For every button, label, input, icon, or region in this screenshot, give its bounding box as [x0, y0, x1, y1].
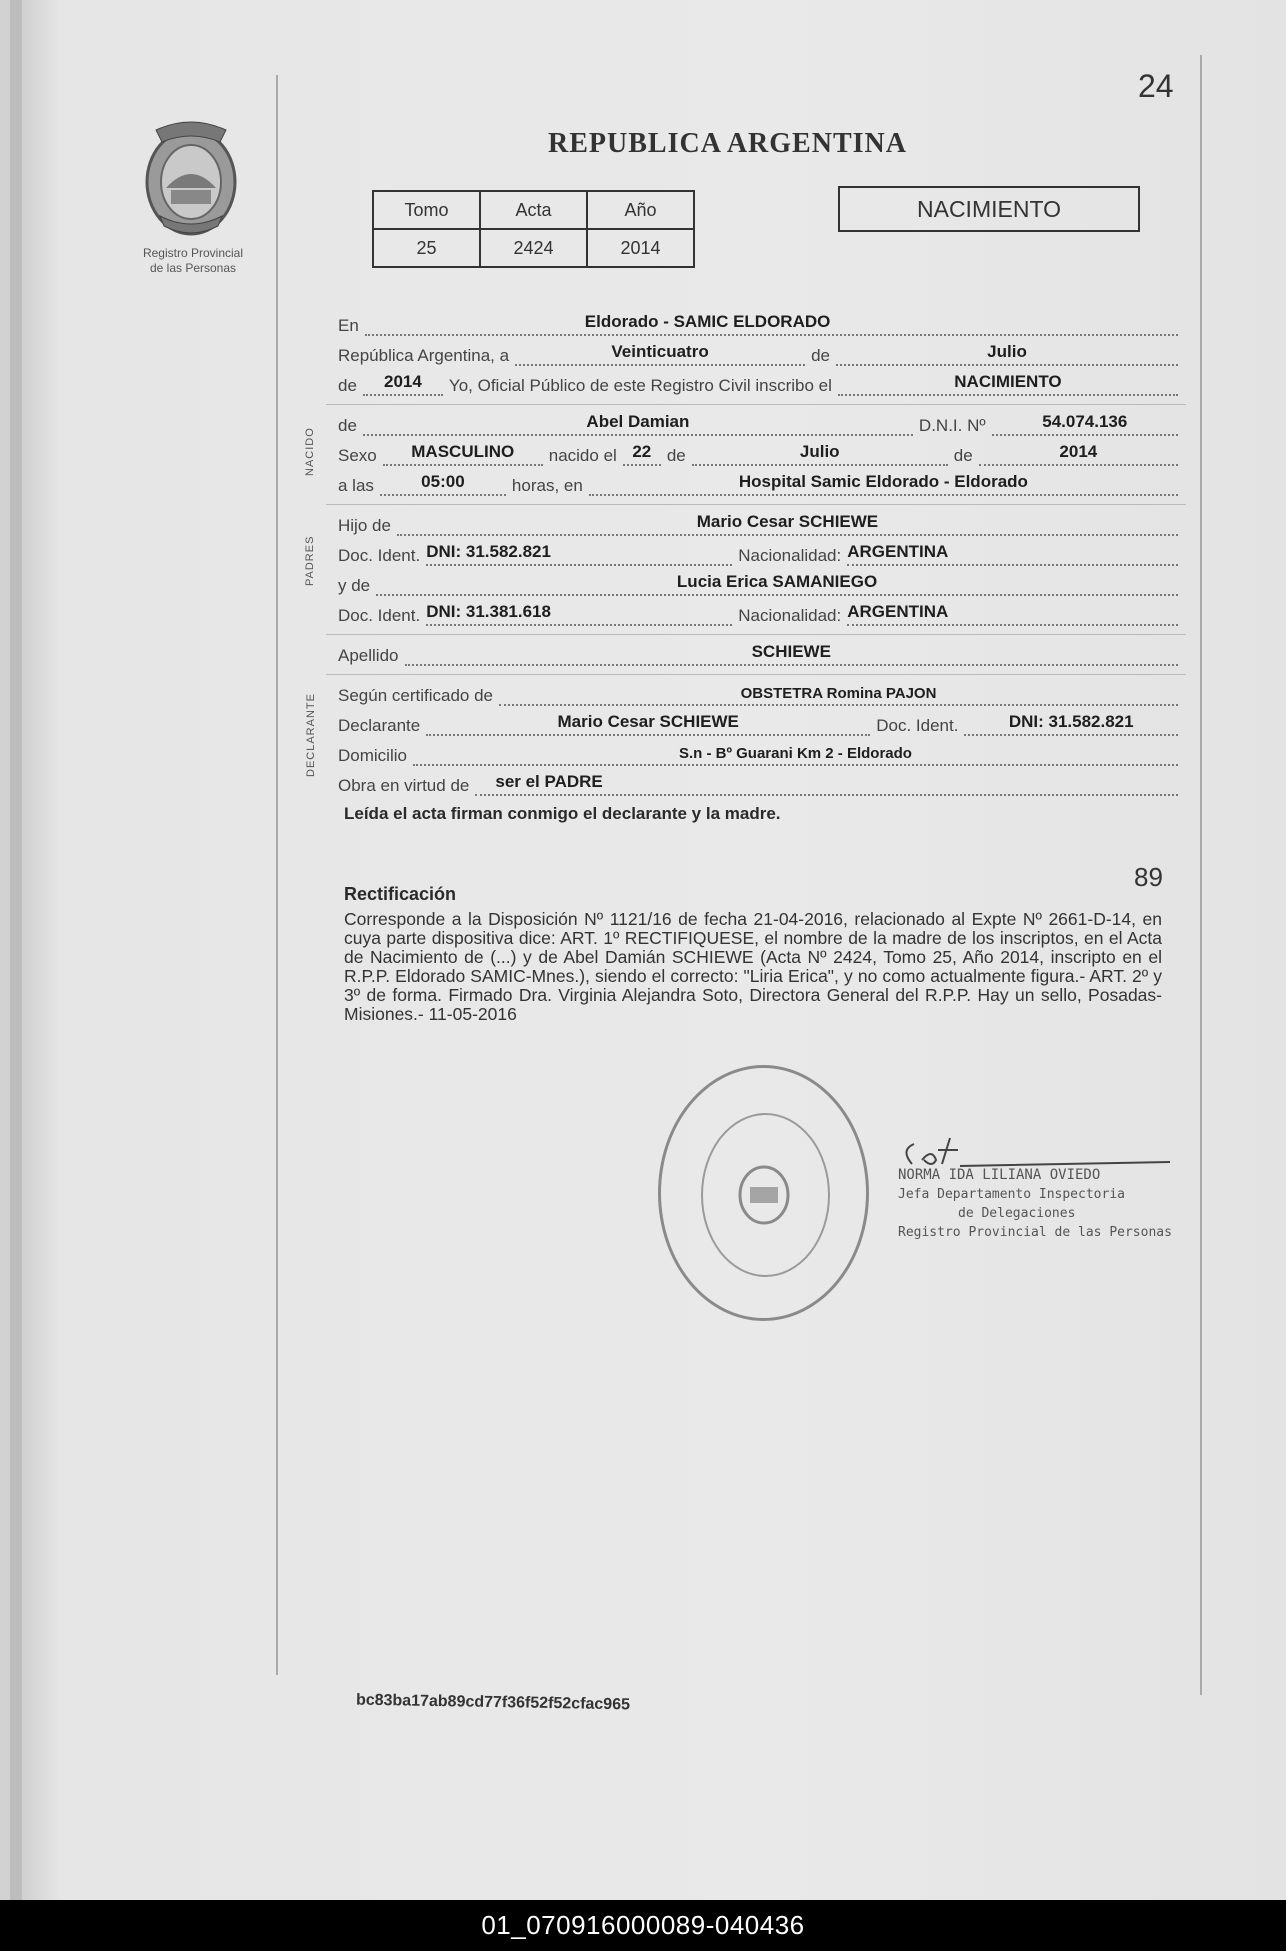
value-nac-dia: 22: [632, 442, 652, 461]
stamp-emblem: [736, 1163, 792, 1227]
field-dia: [515, 342, 805, 366]
left-margin-line: [276, 75, 278, 1675]
label-de2: de: [338, 376, 357, 395]
field-nombre: [363, 412, 913, 436]
row-madre-doc: [338, 602, 1184, 626]
signature-line4: Registro Provincial de las Personas: [898, 1225, 1172, 1240]
field-madre-doc: [426, 602, 732, 626]
field-certificado: [499, 685, 1178, 706]
field-nac-anio: [979, 442, 1178, 466]
field-hora: [380, 472, 506, 496]
side-label-padres: PADRES: [304, 535, 316, 586]
field-sexo: [383, 442, 543, 466]
row-inscribo: [338, 372, 1184, 396]
logo-caption-line2: de las Personas: [149, 261, 237, 275]
field-padre-doc: [426, 542, 732, 566]
value-tomo: 25: [373, 229, 480, 267]
registry-header-row: [373, 191, 694, 229]
right-margin-line: [1200, 55, 1202, 1695]
value-nombre: Abel Damian: [586, 412, 690, 431]
signature-block: [898, 1166, 1172, 1242]
label-docident-madre: Doc. Ident.: [338, 606, 421, 625]
value-madre-doc: DNI: 31.381.618: [426, 602, 551, 621]
field-mes: [836, 342, 1178, 366]
field-domicilio: [413, 745, 1178, 766]
value-apellido: SCHIEWE: [751, 642, 831, 661]
field-padre-nac: [847, 542, 1178, 566]
logo-caption-line1: Registro Provincial: [142, 246, 244, 260]
field-padre: [397, 512, 1178, 536]
rectificacion-body: Corresponde a la Disposición Nº 1121/16 de fecha 21-04-2016, relacionado al Expte Nº 2661-D-14, en cuya parte dispositiva dice: ART. 1º RECTIFIQUESE, el nombre de la madre de los inscriptos, en el Acta de Nacimiento de (...) y de Abel Damián SCHIEWE (Acta Nº 2424, Tomo 25, Año 2014, inscripto en el R.P.P. Eldorado SAMIC-Mnes.), siendo el correcto: "Liria Erica", y no como actualmente figura.- ART. 2º y 3º de forma. Firmado Dra. Virginia Alejandra Soto, Directora General del R.P.P. Hay un sello, Posadas- Misiones.- 11-05-2016: [344, 909, 1162, 1024]
label-dni: D.N.I. Nº: [918, 416, 986, 435]
value-mes: Julio: [987, 342, 1027, 361]
row-certificado: [338, 682, 1184, 706]
header-acta: Acta: [480, 191, 587, 229]
row-en: [338, 312, 1184, 336]
field-declarante: [426, 712, 870, 736]
label-nacido: nacido el: [548, 446, 617, 465]
row-apellido: [338, 642, 1184, 666]
field-inscribo: [838, 372, 1178, 396]
side-label-nacido: NACIDO: [304, 427, 316, 476]
field-declarante-doc: [964, 712, 1178, 736]
record-type-box: NACIMIENTO: [838, 186, 1140, 232]
section-divider: [326, 674, 1186, 675]
label-obra: Obra en virtud de: [338, 776, 470, 795]
field-madre: [376, 572, 1178, 596]
label-domicilio: Domicilio: [338, 746, 407, 765]
row-nombre: [338, 412, 1184, 436]
registry-table: [372, 190, 695, 268]
value-acta: 2424: [480, 229, 587, 267]
field-nac-mes: [692, 442, 948, 466]
page-edge: [10, 0, 22, 1900]
leida-text: Leída el acta firman conmigo el declarante y la madre.: [344, 804, 781, 823]
label-nacionalidad-padre: Nacionalidad:: [738, 546, 842, 565]
value-anio: 2014: [384, 372, 422, 391]
label-sexo: Sexo: [338, 446, 377, 465]
value-en: Eldorado - SAMIC ELDORADO: [584, 312, 831, 331]
value-declarante-doc: DNI: 31.582.821: [1008, 712, 1134, 731]
row-fecha: [338, 342, 1184, 366]
section-divider: [326, 634, 1186, 635]
value-dia: Veinticuatro: [611, 342, 709, 361]
signature-name: NORMA IDA LILIANA OVIEDO: [898, 1167, 1101, 1183]
label-declarante: Declarante: [338, 716, 421, 735]
page-number: 24: [1138, 68, 1174, 104]
value-declarante: Mario Cesar SCHIEWE: [557, 712, 739, 731]
field-obra: [475, 772, 1178, 796]
label-apellido: Apellido: [338, 646, 399, 665]
value-certificado: OBSTETRA Romina PAJON: [740, 685, 937, 702]
label-yo: Yo, Oficial Público de este Registro Civil inscribo el: [448, 376, 832, 395]
label-de3: de: [338, 416, 357, 435]
section-divider: [326, 404, 1186, 405]
signature-line3: de Delegaciones: [958, 1206, 1076, 1221]
label-de4: de: [666, 446, 686, 465]
label-hijo: Hijo de: [338, 516, 391, 535]
document-title: REPUBLICA ARGENTINA: [548, 128, 907, 159]
row-padre-doc: [338, 542, 1184, 566]
row-sexo: [338, 442, 1184, 466]
value-hora: 05:00: [421, 472, 465, 491]
side-label-declarante: DECLARANTE: [305, 693, 317, 777]
row-obra: [338, 772, 1184, 796]
value-padre: Mario Cesar SCHIEWE: [696, 512, 879, 531]
field-madre-nac: [847, 602, 1178, 626]
label-declarante-doc: Doc. Ident.: [876, 716, 959, 735]
value-madre: Lucia Erica SAMANIEGO: [676, 572, 878, 591]
document-hash: bc83ba17ab89cd77f36f52f52cfac965: [355, 1691, 631, 1714]
section-divider: [326, 504, 1186, 505]
registry-value-row: [373, 229, 694, 267]
value-padre-doc: DNI: 31.582.821: [426, 542, 551, 561]
row-madre: [338, 572, 1184, 596]
label-en: En: [338, 316, 359, 335]
value-inscribo: NACIMIENTO: [954, 372, 1062, 391]
label-de1: de: [811, 346, 830, 365]
row-domicilio: [338, 742, 1184, 766]
value-domicilio: S.n - Bº Guarani Km 2 - Eldorado: [678, 745, 912, 762]
footer-id-bar: [0, 1900, 1286, 1951]
official-stamp: [658, 1065, 869, 1321]
label-docident-padre: Doc. Ident.: [338, 546, 421, 565]
label-segun: Según certificado de: [338, 686, 493, 705]
rectificacion-number: 89: [1134, 862, 1163, 892]
field-dni: [992, 412, 1178, 436]
label-yde: y de: [338, 576, 371, 595]
rectificacion-title: Rectificación: [344, 884, 457, 904]
signature-line2: Jefa Departamento Inspectoria: [898, 1187, 1125, 1202]
field-anio: [363, 372, 443, 396]
coat-of-arms-logo: [136, 120, 246, 240]
header-anio: Año: [587, 191, 694, 229]
label-alas: a las: [338, 476, 374, 495]
field-lugar: [589, 472, 1178, 496]
row-hora: [338, 472, 1184, 496]
field-nac-dia: [623, 442, 661, 466]
value-dni: 54.074.136: [1042, 412, 1128, 431]
header-tomo: Tomo: [373, 191, 480, 229]
field-apellido: [405, 642, 1179, 666]
label-horas: horas, en: [511, 476, 583, 495]
value-nac-anio: 2014: [1059, 442, 1098, 461]
value-madre-nac: ARGENTINA: [847, 602, 949, 621]
value-nac-mes: Julio: [799, 442, 840, 461]
label-de5: de: [953, 446, 973, 465]
label-republica: República Argentina, a: [338, 346, 510, 365]
value-sexo: MASCULINO: [411, 442, 515, 461]
row-padre: [338, 512, 1184, 536]
value-obra: ser el PADRE: [495, 772, 603, 791]
document-page: [10, 0, 1286, 1900]
value-padre-nac: ARGENTINA: [847, 542, 949, 561]
field-en: [365, 312, 1178, 336]
footer-id: 01_070916000089-040436: [481, 1910, 805, 1940]
label-nacionalidad-madre: Nacionalidad:: [738, 606, 842, 625]
logo-caption: [128, 246, 258, 276]
value-anio: 2014: [587, 229, 694, 267]
row-declarante: [338, 712, 1184, 736]
value-lugar: Hospital Samic Eldorado - Eldorado: [738, 472, 1028, 491]
